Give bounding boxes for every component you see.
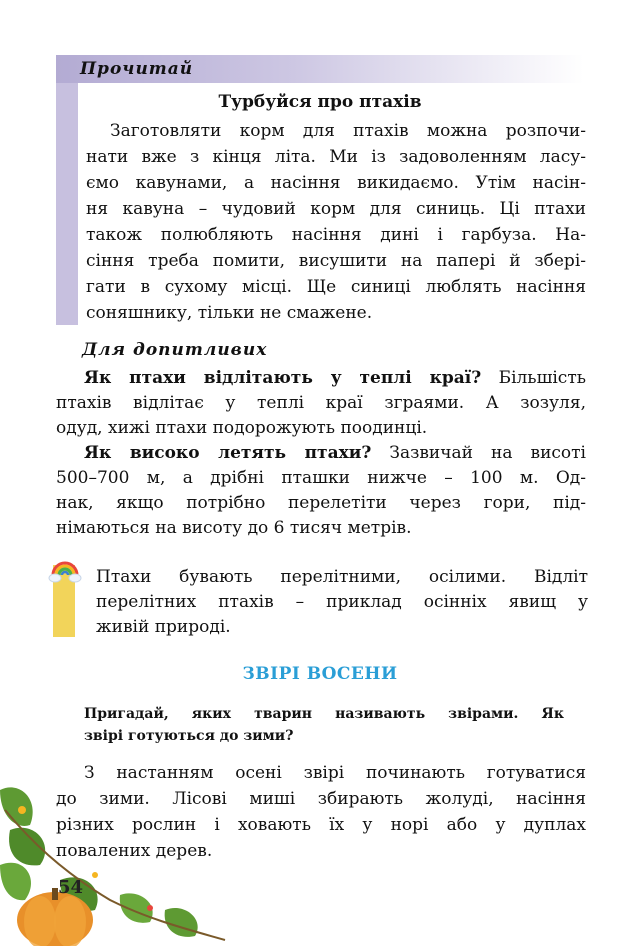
question-heading: Як високо летять птахи? bbox=[84, 443, 372, 463]
paragraph-line: Заготовляти корм для птахів можна розпочи- bbox=[110, 121, 586, 141]
read-section-side-bar bbox=[56, 83, 78, 325]
read-section-body bbox=[86, 118, 586, 326]
read-section-label: Прочитай bbox=[80, 59, 194, 79]
recall-line: звірі готуються до зими? bbox=[84, 728, 294, 744]
recall-question bbox=[84, 703, 564, 747]
paragraph-line bbox=[56, 441, 586, 466]
note-line: живій природі. bbox=[96, 617, 231, 637]
page-number: 54 bbox=[58, 877, 84, 898]
paragraph-line: до зими. Лісові миші збирають жолуді, насіння bbox=[56, 789, 586, 809]
note-body bbox=[96, 565, 588, 640]
paragraph-line: З настанням осені звірі починають готуватися bbox=[84, 763, 586, 783]
section-title: ЗВІРІ ВОСЕНИ bbox=[242, 664, 398, 684]
recall-line: Пригадай, яких тварин називають звірами. Як bbox=[84, 706, 564, 722]
read-section-title: Турбуйся про птахів bbox=[218, 92, 422, 112]
paragraph-line: нати вже з кінця літа. Ми із задоволенням ласу- bbox=[86, 147, 586, 167]
paragraph-line: різних рослин і ховають їх у норі або у дуплах bbox=[56, 815, 586, 835]
answer-text: Зазвичай на висоті bbox=[389, 443, 586, 463]
paragraph-line bbox=[56, 366, 586, 391]
paragraph-line: німаються на висоту до 6 тисяч метрів. bbox=[56, 518, 412, 538]
paragraph-line: 500–700 м, а дрібні пташки нижче – 100 м. Од- bbox=[56, 468, 586, 488]
paragraph-line: гати в сухому місці. Ще синиці люблять насіння bbox=[86, 277, 586, 297]
rainbow-cloud-icon bbox=[48, 555, 82, 585]
paragraph-line: одуд, хижі птахи подорожують поодинці. bbox=[56, 418, 428, 438]
question-heading: Як птахи відлітають у теплі краї? bbox=[84, 368, 482, 388]
paragraph-line: також полюбляють насіння дині і гарбуза. На- bbox=[86, 225, 586, 245]
paragraph-line: ємо кавунами, а насіння викидаємо. Утім насін- bbox=[86, 173, 586, 193]
paragraph-line: нак, якщо потрібно перелетіти через гори, під- bbox=[56, 493, 586, 513]
paragraph-line: повалених дерев. bbox=[56, 841, 213, 861]
paragraph-line: соняшнику, тільки не смажене. bbox=[86, 303, 373, 323]
answer-text: Більшість bbox=[498, 368, 586, 388]
curious-section-label: Для допитливих bbox=[82, 340, 268, 360]
paragraph-line: сіння треба помити, висушити на папері й збері- bbox=[86, 251, 586, 271]
note-line: перелітних птахів – приклад осінніх явищ у bbox=[96, 592, 588, 612]
curious-section-body bbox=[56, 366, 586, 541]
note-line: Птахи бувають перелітними, осілими. Відліт bbox=[96, 567, 588, 587]
paragraph-line: ня кавуна – чудовий корм для синиць. Ці птахи bbox=[86, 199, 586, 219]
paragraph-line: птахів відлітає у теплі краї зграями. А зозуля, bbox=[56, 393, 586, 413]
pumpkin-leaves-decoration bbox=[0, 770, 230, 946]
